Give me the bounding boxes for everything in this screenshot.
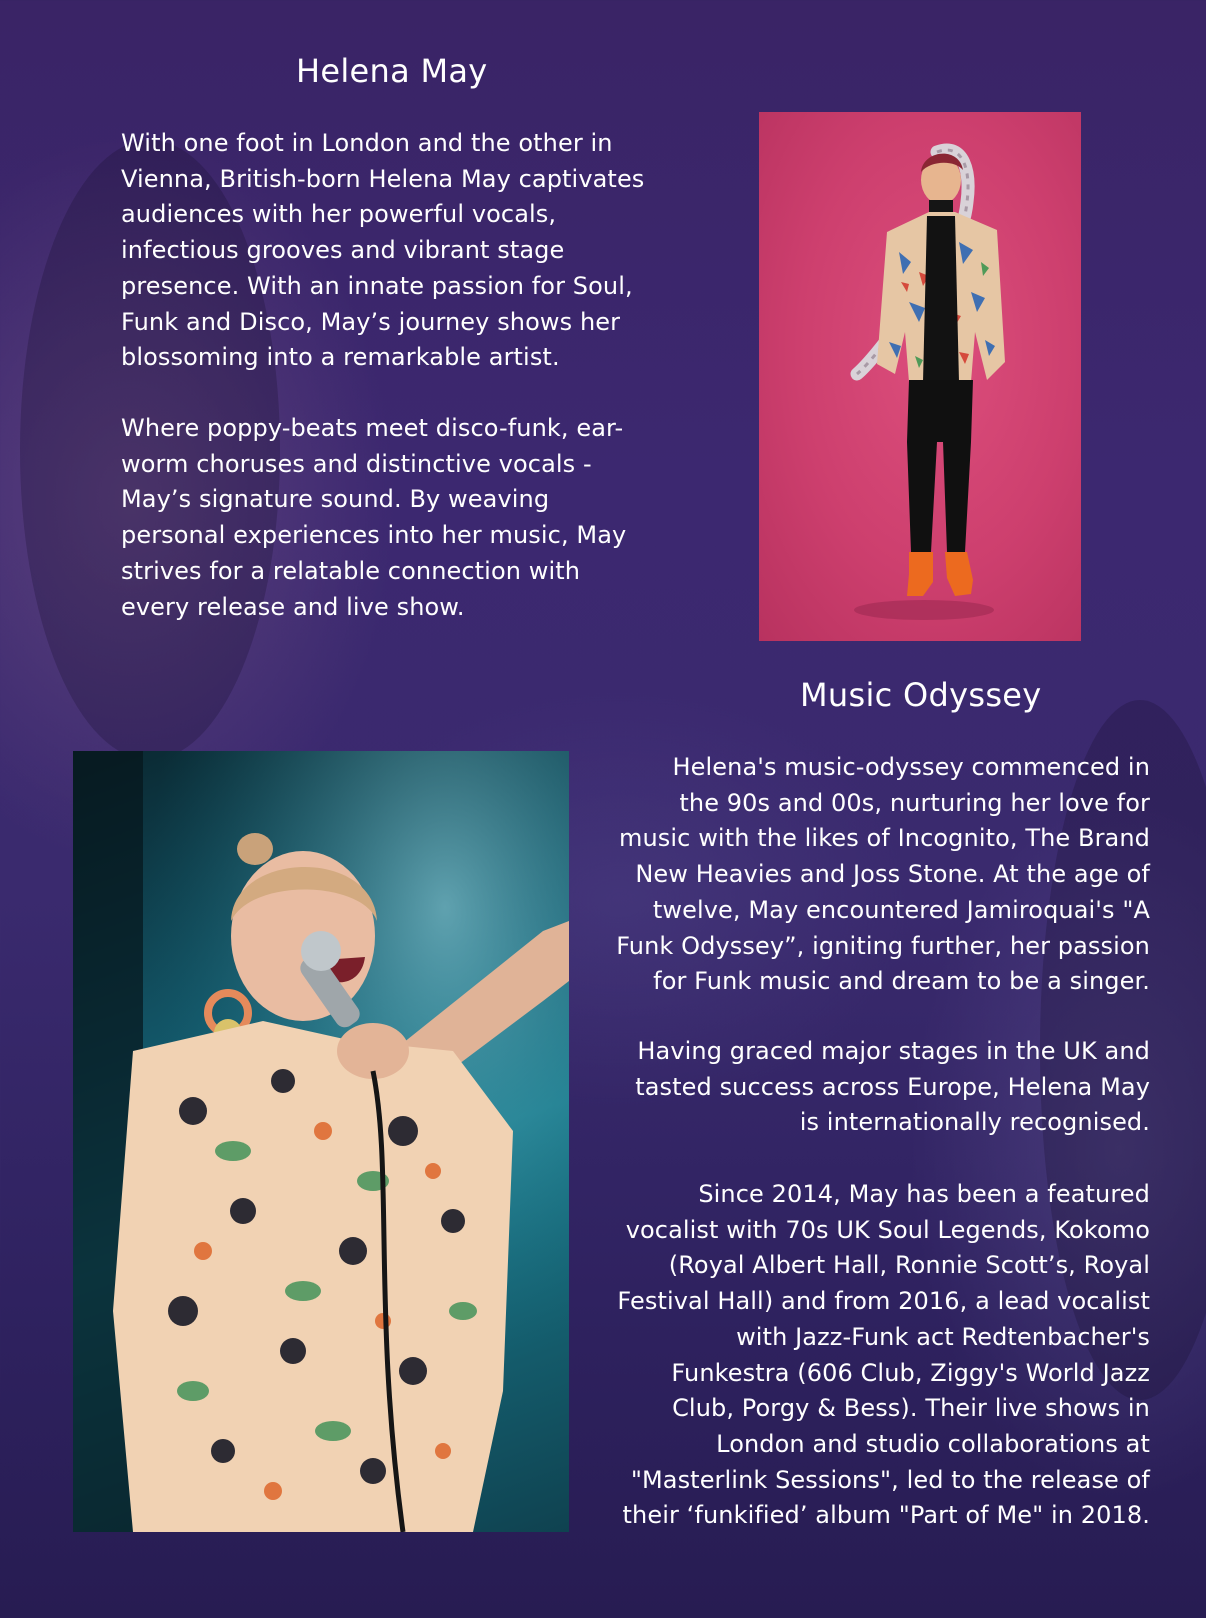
stage-photo-illustration bbox=[73, 751, 569, 1532]
stage-performance-photo bbox=[73, 751, 569, 1532]
major-stages-paragraph: Having graced major stages in the UK and tasted success across Europe, Helena May is internationally recognised. bbox=[635, 1037, 1150, 1137]
intro-paragraph: With one foot in London and the other in Vienna, British-born Helena May captivates audiences with her powerful vocals, infectious grooves and vibrant stage presence. With an innate passion for Soul, Funk and Disco, May’s journey shows her blossoming into a remarkable artist. bbox=[121, 129, 645, 372]
music-odyssey-heading: Music Odyssey bbox=[800, 676, 1042, 714]
portrait-photo bbox=[759, 112, 1081, 641]
portrait-photo-illustration bbox=[759, 112, 1081, 641]
career-history-paragraph: Since 2014, May has been a featured vocalist with 70s UK Soul Legends, Kokomo (Royal Albert Hall, Ronnie Scott’s, Royal Festival Hall) and from 2016, a lead vocalist with Jazz-Funk act Redtenbacher's Funkestra (606 Club, Ziggy's World Jazz Club, Porgy & Bess). Their live shows in London and studio collaborations at "Masterlink Sessions", led to the release of their ‘funkified’ album "Part of Me" in 2018. bbox=[617, 1180, 1150, 1530]
signature-sound-paragraph: Where poppy-beats meet disco-funk, ear- worm choruses and distinctive vocals - May’s signature sound. By weaving personal experiences into her music, May strives for a relatable connection with every release and live show. bbox=[121, 414, 627, 621]
music-odyssey-paragraph: Helena's music-odyssey commenced in the 90s and 00s, nurturing her love for music with the likes of Incognito, The Brand New Heavies and Joss Stone. At the age of twelve, May encountered Jamiroquai's "A Funk Odyssey”, igniting further, her passion for Funk music and dream to be a singer. bbox=[616, 753, 1150, 996]
helena-may-heading: Helena May bbox=[296, 52, 488, 90]
